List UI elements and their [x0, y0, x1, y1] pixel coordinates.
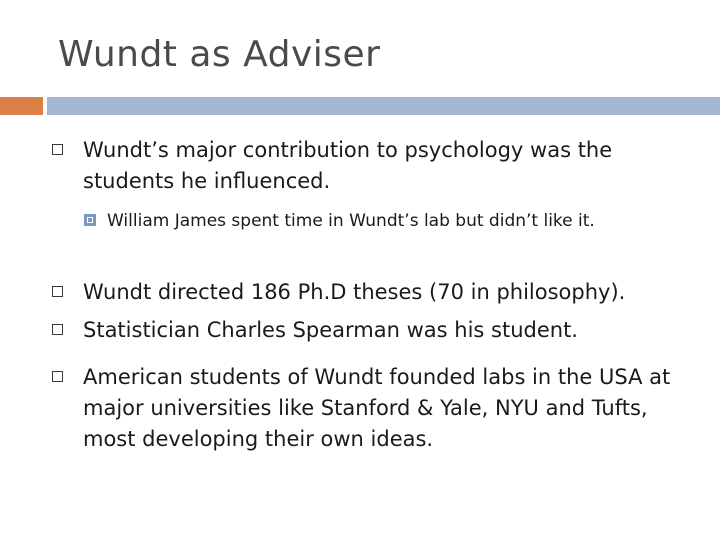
- bullet-item: [83, 135, 683, 197]
- bullet-item: [83, 315, 703, 346]
- bullet-text: American students of Wundt founded labs in the USA at major universities like Stanford & Yale, NYU and Tufts, most developing their own ideas.: [83, 365, 671, 451]
- bullet-text: Wundt directed 186 Ph.D theses (70 in philosophy).: [83, 280, 626, 304]
- bullet-text: Wundt’s major contribution to psychology was the students he influenced.: [83, 138, 613, 193]
- bullet-item: [83, 362, 693, 455]
- hollow-square-bullet-icon: [52, 371, 63, 382]
- slide-title: Wundt as Adviser: [58, 34, 381, 75]
- sub-bullet-text: William James spent time in Wundt’s lab but didn’t like it.: [107, 211, 595, 231]
- filled-square-bullet-icon: [84, 214, 96, 226]
- hollow-square-bullet-icon: [52, 286, 63, 297]
- hollow-square-bullet-icon: [52, 144, 63, 155]
- bullet-item: [83, 277, 703, 308]
- bullet-text: Statistician Charles Spearman was his student.: [83, 318, 578, 342]
- hollow-square-bullet-icon: [52, 324, 63, 335]
- sub-bullet-item: [107, 206, 687, 236]
